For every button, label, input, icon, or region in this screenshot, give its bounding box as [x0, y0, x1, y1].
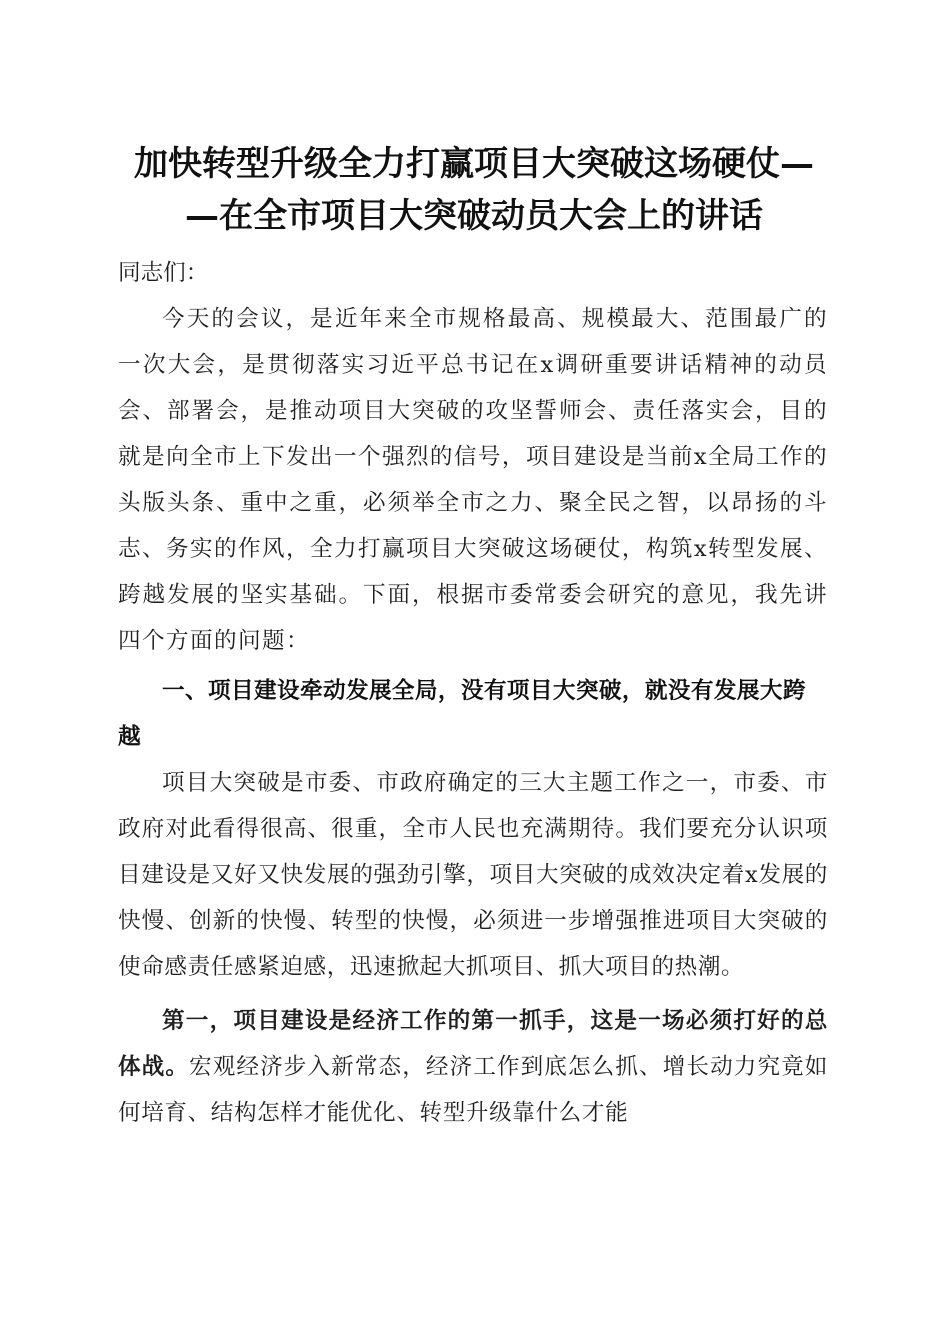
paragraph-1: 今天的会议，是近年来全市规格最高、规模最大、范围最广的一次大会，是贯彻落实习近平总书记在x调研重要讲话精神的动员会、部署会，是推动项目大突破的攻坚誓师会、责任落实会，目的就是向全市上下发出一个强烈的信号，项目建设是当前x全局工作的头版头条、重中之重，必须举全市之力、聚全民之智，以昂扬的斗志、务实的作风，全力打赢项目大突破这场硬仗，构筑x转型发展、跨越发展的坚实基础。下面，根据市委常委会研究的意见，我先讲四个方面的问题： [118, 306, 828, 654]
section-heading-1: 一、项目建设牵动发展全局，没有项目大突破，就没有发展大跨越 [118, 678, 806, 750]
title-line-1: 加快转型升级全力打赢项目大突破这场硬仗— [134, 144, 814, 184]
salutation: 同志们： [118, 260, 209, 286]
document-body [118, 250, 828, 1136]
paragraph-3 [118, 998, 828, 1136]
title-line-2: —在全市项目大突破动员大会上的讲话 [185, 196, 763, 236]
paragraph-3-text: 宏观经济步入新常态，经济工作到底怎么抓、增长动力究竟如何培育、结构怎样才能优化、转型升级靠什么才能 [118, 1054, 828, 1126]
paragraph-3-lead: 第一，项目建设是经济工作的第一抓手，这是一场必须打好的总体战。 [118, 1008, 828, 1080]
document-title [118, 138, 830, 242]
paragraph-2: 项目大突破是市委、市政府确定的三大主题工作之一，市委、市政府对此看得很高、很重，全市人民也充满期待。我们要充分认识项目建设是又好又快发展的强劲引擎，项目大突破的成效决定着x发展的快慢、创新的快慢、转型的快慢，必须进一步增强推进项目大突破的使命感责任感紧迫感，迅速掀起大抓项目、抓大项目的热潮。 [118, 770, 828, 980]
